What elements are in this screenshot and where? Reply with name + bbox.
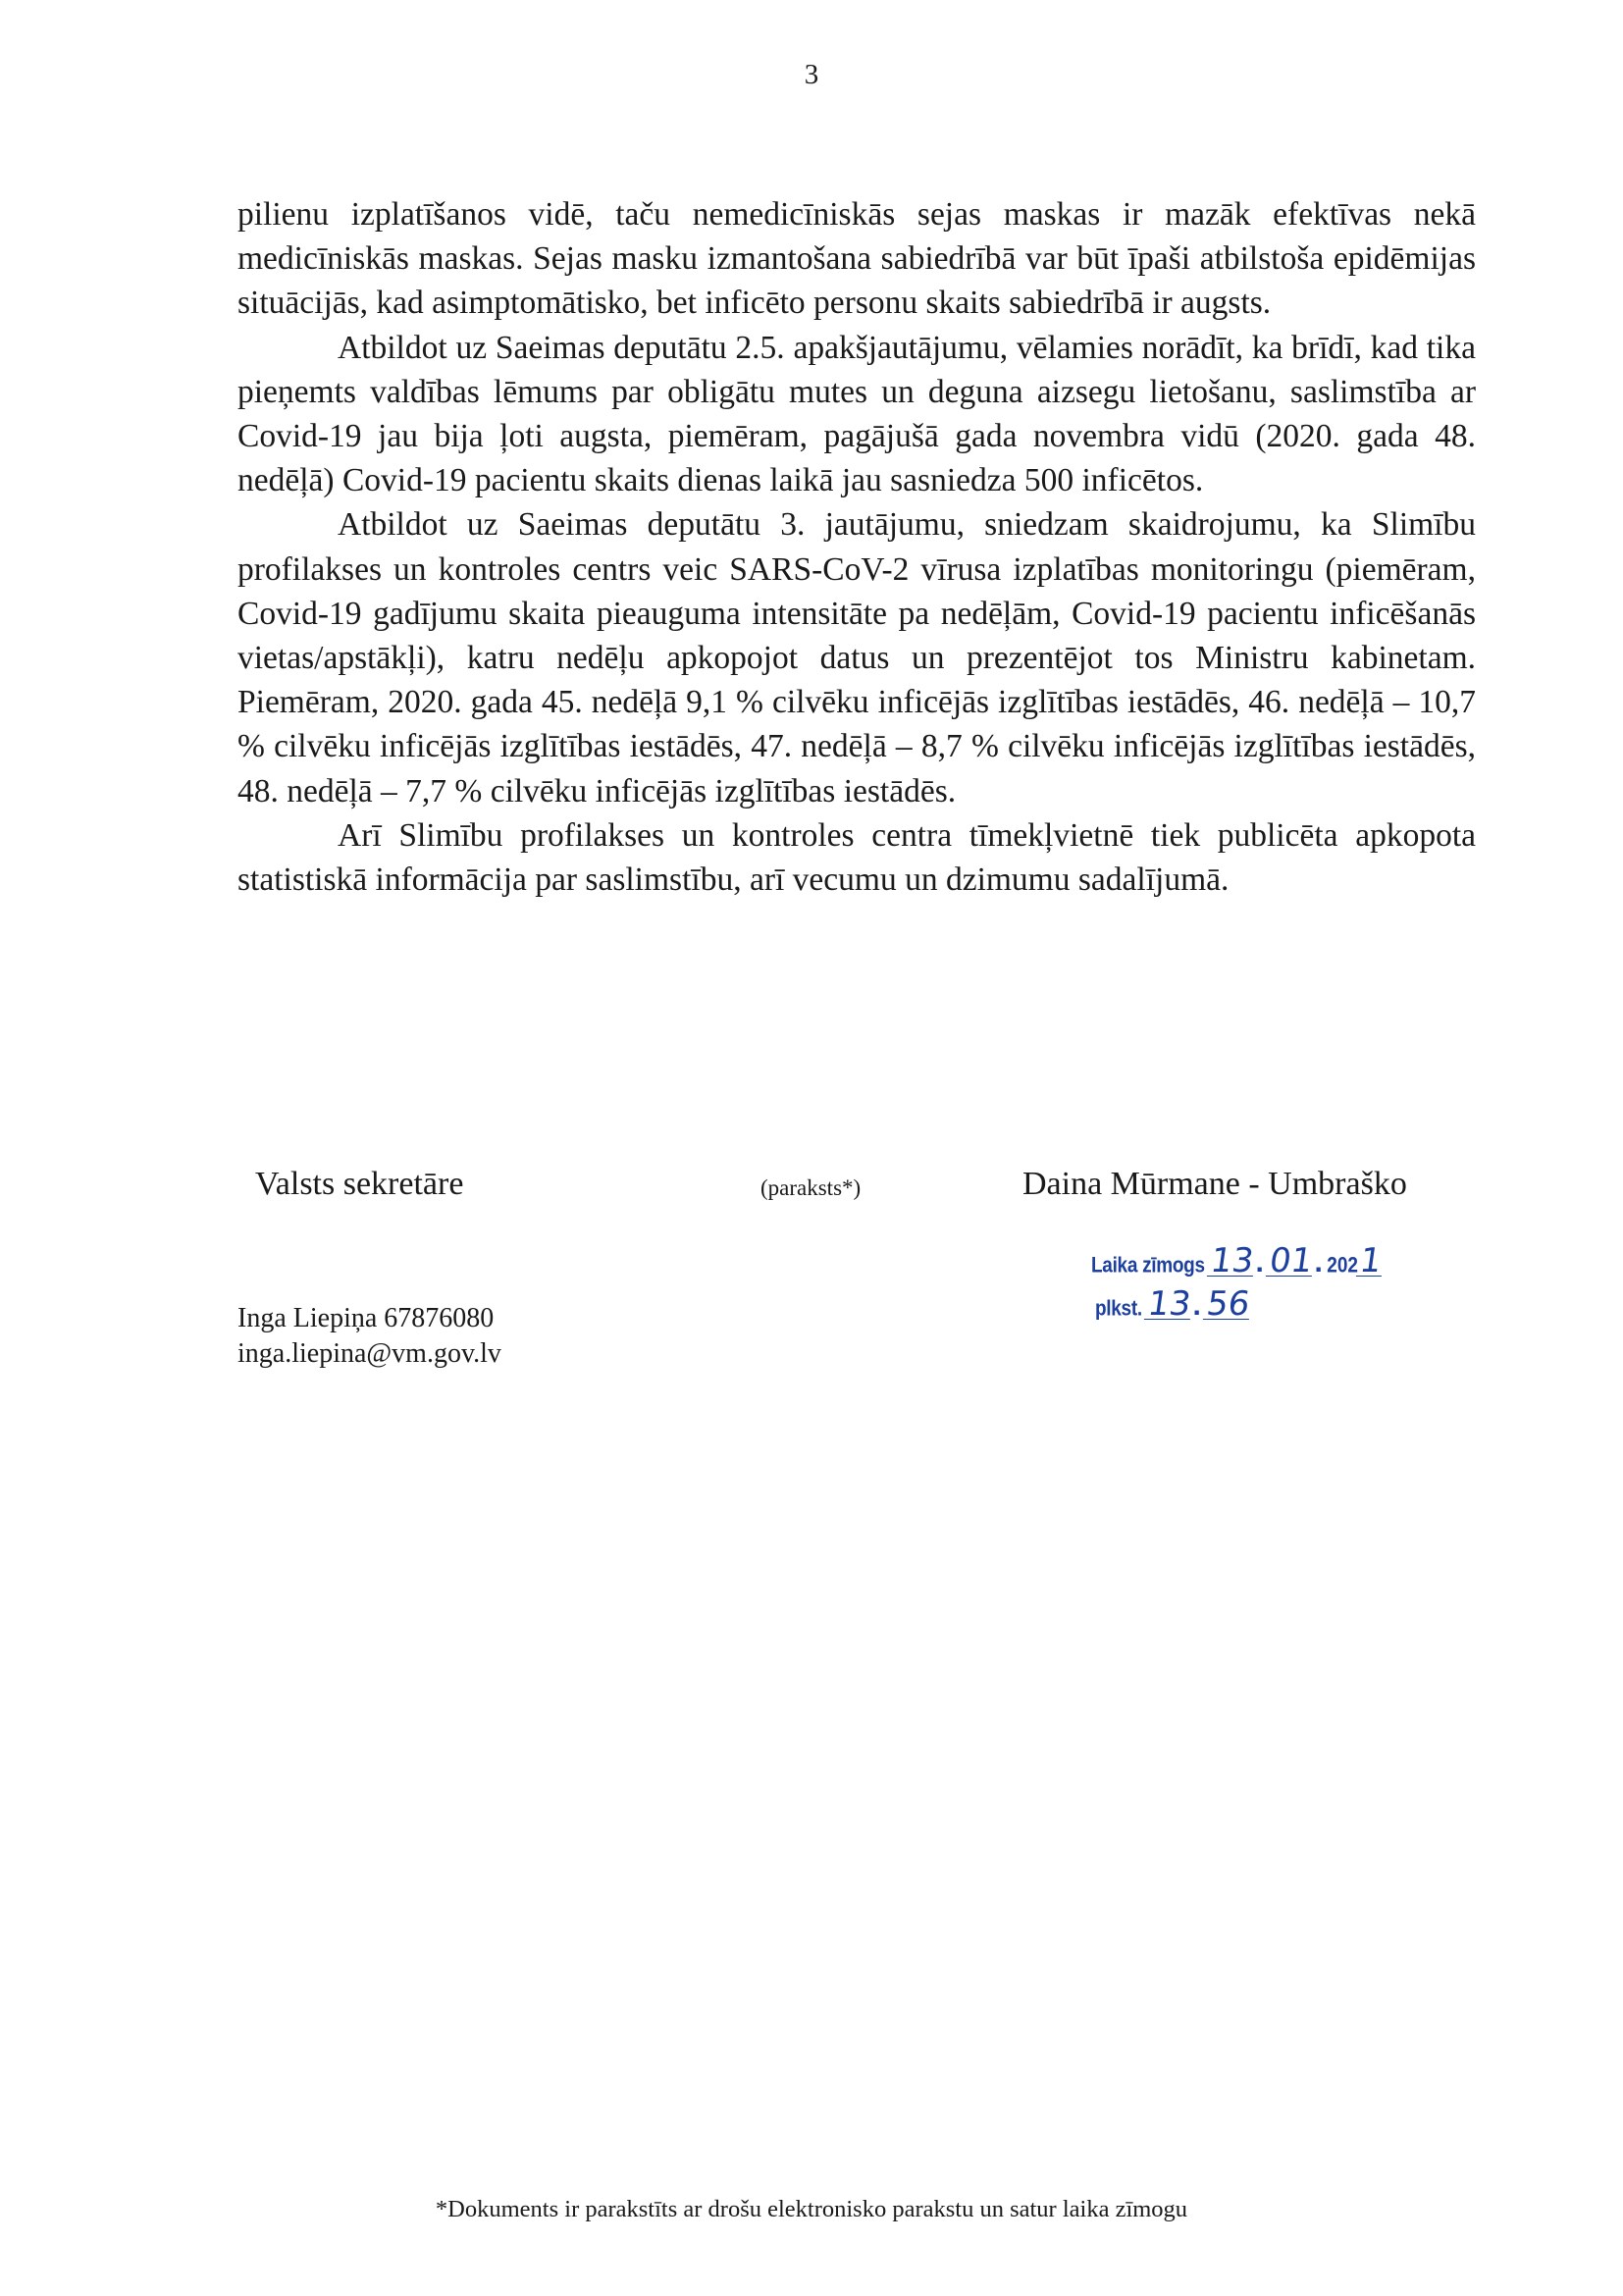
paragraph: pilienu izplatīšanos vidē, taču nemedicīniskās sejas maskas ir mazāk efektīvas nekā medicīniskās maskas. Sejas masku izmantošana sabiedrībā var būt īpaši atbilstoša epidēmijas situācijās, kad asimptomātisko, bet inficēto personu skaits sabiedrībā ir augsts. bbox=[237, 196, 1476, 322]
stamp-separator: . bbox=[1255, 1246, 1264, 1278]
stamp-day: 13 bbox=[1208, 1241, 1257, 1280]
signatory-title: Valsts sekretāre bbox=[255, 1166, 464, 1202]
stamp-hour: 13 bbox=[1145, 1284, 1194, 1324]
contact-name-phone: Inga Liepiņa 67876080 bbox=[237, 1303, 495, 1333]
page-number: 3 bbox=[804, 59, 819, 90]
stamp-month: 01 bbox=[1267, 1241, 1316, 1280]
stamp-label-time: Laika zīmogs bbox=[1091, 1254, 1205, 1278]
paragraph: Atbildot uz Saeimas deputātu 3. jautājumu, sniedzam skaidrojumu, ka Slimību profilakses un kontroles centrs veic SARS-CoV-2 vīrusa izplatības monitoringu (piemēram, Covid-19 gadījumu skaita pieauguma intensitāte pa nedēļām, Covid-19 pacientu inficēšanās vietas/apstākļi), katru nedēļu apkopojot datus un prezentējot tos Ministru kabinetam. Piemēram, 2020. gada 45. nedēļā 9,1 % cilvēku inficējās izglītības iestādēs, 46. nedēļā – 10,7 % cilvēku inficējās izglītības iestādēs, 47. nedēļā – 8,7 % cilvēku inficējās izglītības iestādēs, 48. nedēļā – 7,7 % cilvēku inficējās izglītības iestādēs. bbox=[237, 506, 1476, 809]
stamp-separator: . bbox=[1314, 1246, 1323, 1278]
document-body bbox=[237, 192, 1476, 902]
stamp-minute: 56 bbox=[1204, 1284, 1253, 1324]
contact-email: inga.liepina@vm.gov.lv bbox=[237, 1338, 501, 1369]
stamp-date-row bbox=[1091, 1241, 1385, 1280]
stamp-label-clock: plkst. bbox=[1095, 1297, 1142, 1322]
contact-block bbox=[237, 1301, 501, 1372]
stamp-year-prefix: 202 bbox=[1327, 1254, 1358, 1278]
paragraph: Arī Slimību profilakses un kontroles centra tīmekļvietnē tiek publicēta apkopota statistiskā informācija par saslimstību, arī vecumu un dzimumu sadalījumā. bbox=[237, 816, 1476, 899]
signature-mark: (paraksts*) bbox=[760, 1175, 862, 1200]
paragraph: Atbildot uz Saeimas deputātu 2.5. apakšjautājumu, vēlamies norādīt, ka brīdī, kad tika pieņemts valdības lēmums par obligātu mutes un deguna aizsegu lietošanu, saslimstība ar Covid-19 jau bija ļoti augsta, piemēram, pagājušā gada novembra vidū (2020. gada 48. nedēļā) Covid-19 pacientu skaits dienas laikā jau sasniedza 500 inficētos. bbox=[237, 329, 1476, 499]
signatory-name: Daina Mūrmane - Umbraško bbox=[1022, 1166, 1407, 1202]
timestamp-stamp bbox=[1091, 1234, 1415, 1332]
stamp-year-suffix: 1 bbox=[1357, 1241, 1385, 1280]
stamp-separator: . bbox=[1192, 1289, 1201, 1322]
footnote: *Dokuments ir parakstīts ar drošu elektronisko parakstu un satur laika zīmogu bbox=[435, 2196, 1188, 2222]
stamp-time-row bbox=[1095, 1284, 1253, 1324]
